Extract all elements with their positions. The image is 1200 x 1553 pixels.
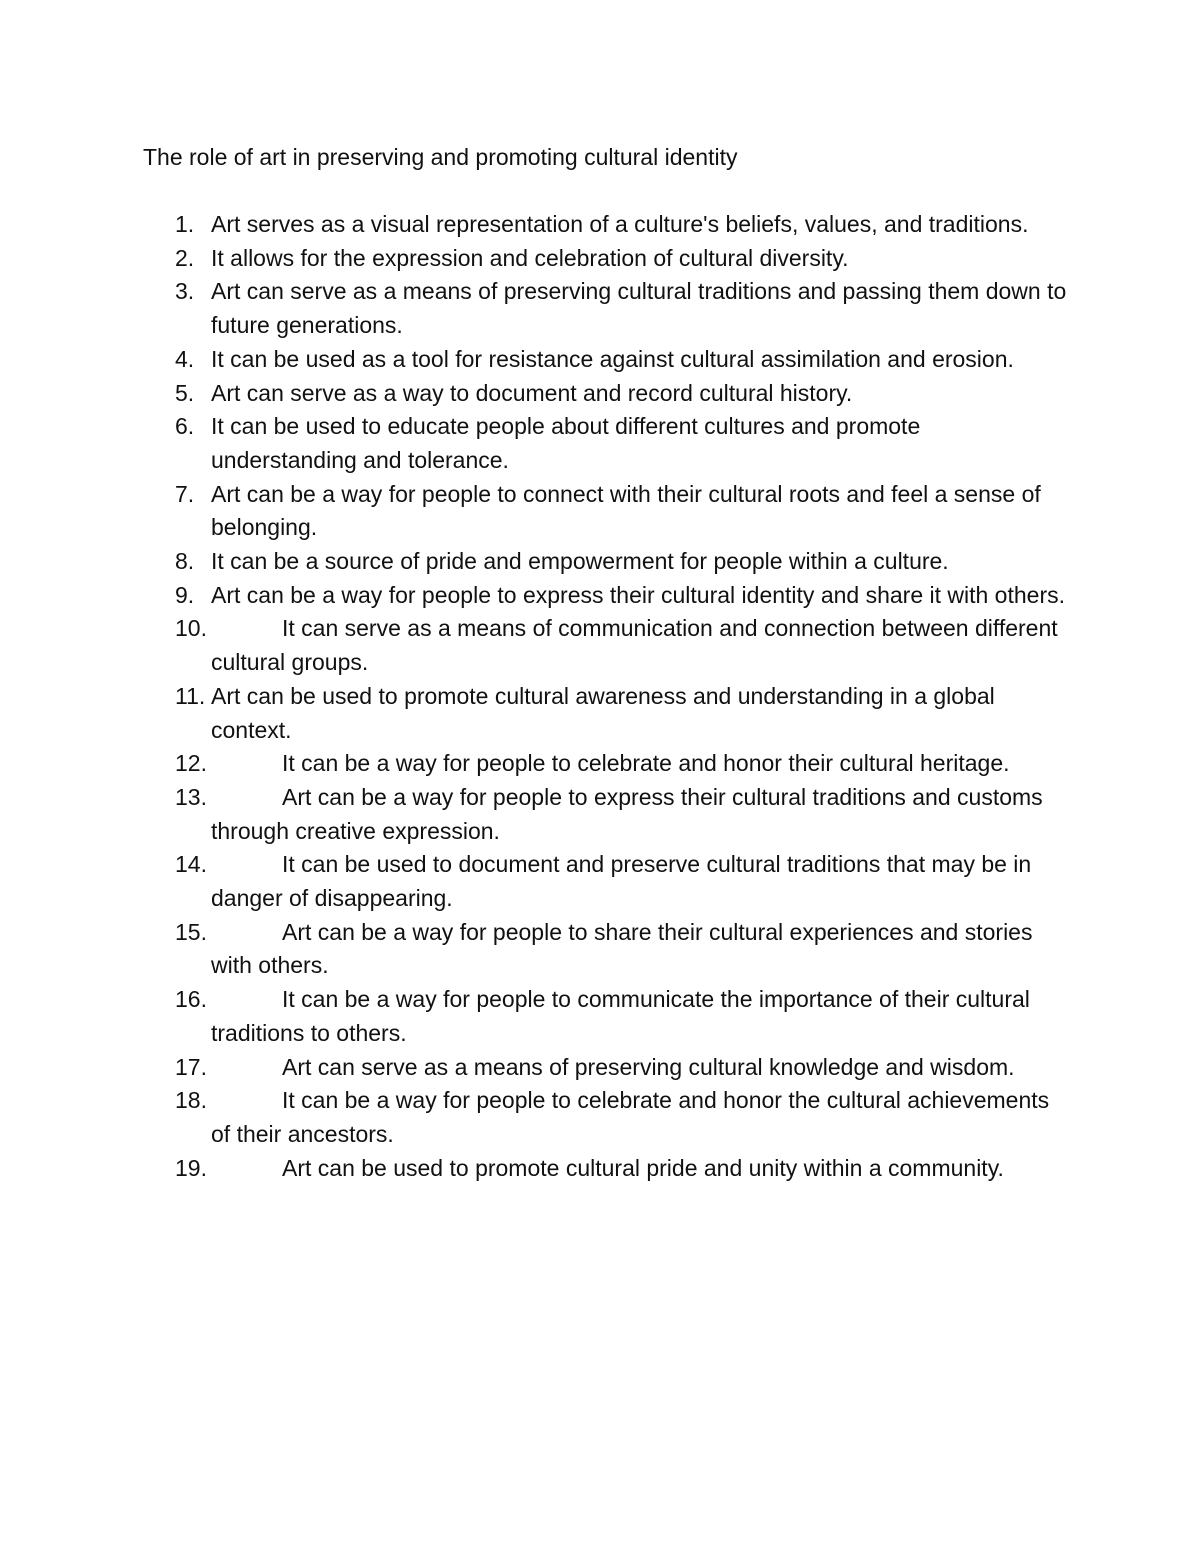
list-number: 13. [175, 783, 207, 810]
list-item [0, 275, 1200, 342]
list-item-text: It can be a way for people to celebrate and honor the cultural achievements of their ancestors. [211, 1087, 1050, 1147]
list-item [0, 208, 1200, 242]
list-item [0, 612, 1200, 679]
list-number: 4. [175, 345, 195, 372]
list-item [0, 848, 1200, 915]
list-item-text: Art can be a way for people to connect with their cultural roots and feel a sense of belonging. [211, 480, 1041, 541]
list-item-text: Art can be a way for people to express their cultural identity and share it with others. [211, 581, 1065, 608]
list-item [0, 343, 1200, 377]
list-item-text: Art serves as a visual representation of a culture's beliefs, values, and traditions. [211, 211, 1029, 237]
list-item [0, 916, 1200, 983]
list-item [0, 410, 1200, 477]
list-number: 9. [175, 581, 195, 608]
list-number: 1. [175, 211, 195, 237]
list-number: 7. [175, 480, 195, 507]
list-item-text: Art can serve as a means of preserving cultural traditions and passing them down to future generations. [211, 278, 1067, 339]
list-number: 3. [175, 278, 195, 305]
list-item-text: It can be a source of pride and empowerment for people within a culture. [211, 548, 949, 575]
list-number: 15. [175, 918, 207, 945]
list-item [0, 1084, 1200, 1151]
list-item [0, 545, 1200, 579]
list-number: 17. [175, 1053, 207, 1080]
list-number: 8. [175, 548, 195, 575]
list-item [0, 377, 1200, 411]
list-item-text: It can be used as a tool for resistance against cultural assimilation and erosion. [211, 345, 1014, 372]
numbered-list [0, 208, 1200, 1185]
list-item [0, 983, 1200, 1050]
list-number: 10. [175, 615, 207, 642]
list-item-text: It allows for the expression and celebration of cultural diversity. [211, 244, 849, 271]
list-item [0, 579, 1200, 613]
page-title: The role of art in preserving and promoting cultural identity [143, 144, 738, 170]
list-number: 11. [175, 682, 206, 709]
list-item [0, 478, 1200, 545]
list-item-text: It can be a way for people to celebrate and honor their cultural heritage. [282, 750, 1010, 777]
list-item-text: Art can be used to promote cultural awareness and understanding in a global context. [211, 682, 995, 743]
list-number: 16. [175, 986, 207, 1013]
list-item [0, 747, 1200, 781]
list-item-text: Art can serve as a way to document and record cultural history. [211, 379, 853, 406]
list-number: 18. [175, 1087, 207, 1114]
list-item-text: It can serve as a means of communication and connection between different cultural groups. [211, 615, 1058, 676]
list-item [0, 781, 1200, 848]
list-item-text: It can be used to document and preserve cultural traditions that may be in danger of disappearing. [211, 851, 1032, 912]
list-number: 19. [175, 1154, 207, 1181]
list-item-text: It can be a way for people to communicate the importance of their cultural traditions to others. [211, 986, 1030, 1046]
list-item [0, 680, 1200, 747]
list-item [0, 1051, 1200, 1085]
list-item [0, 1152, 1200, 1186]
list-number: 5. [175, 379, 195, 406]
list-item-text: Art can be used to promote cultural pride and unity within a community. [282, 1154, 1004, 1181]
list-number: 12. [175, 750, 207, 777]
list-item-text: Art can be a way for people to express their cultural traditions and customs through creative expression. [211, 783, 1043, 844]
list-number: 6. [175, 413, 195, 440]
list-item [0, 242, 1200, 276]
list-number: 2. [175, 244, 195, 271]
list-item-text: Art can serve as a means of preserving cultural knowledge and wisdom. [282, 1053, 1015, 1080]
list-number: 14. [175, 851, 207, 878]
list-item-text: Art can be a way for people to share their cultural experiences and stories with others. [211, 918, 1033, 979]
list-item-text: It can be used to educate people about different cultures and promote understanding and tolerance. [211, 413, 921, 473]
